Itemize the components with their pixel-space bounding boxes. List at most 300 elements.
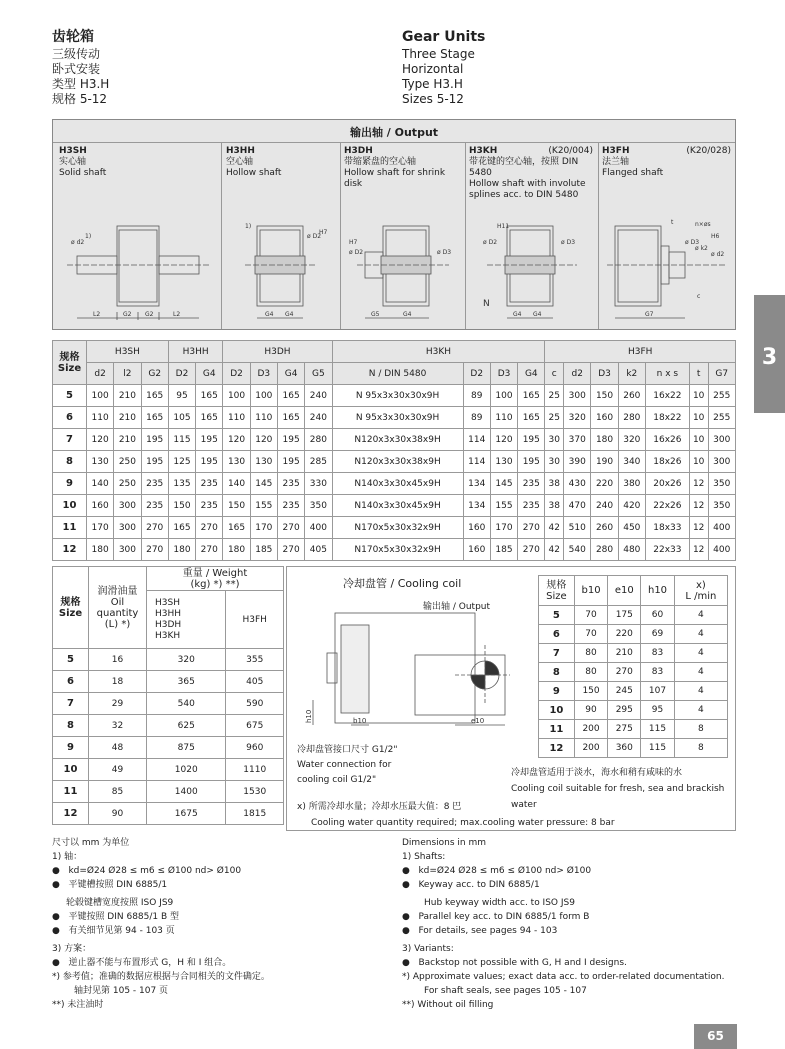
column-header: G4 [277, 363, 304, 385]
table-cell: 16 [89, 649, 147, 671]
table-row [53, 803, 284, 825]
table-row [53, 407, 736, 429]
table-cell: 12 [689, 539, 708, 561]
title-zh: 齿轮箱 [52, 29, 94, 45]
note-bullet: ● 有关细节见第 94 - 103 页 [52, 926, 175, 936]
table-cell: 195 [196, 429, 223, 451]
note-heading: 1) Shafts: [402, 852, 446, 862]
column-header: e10 [608, 576, 641, 606]
dim-label: N [483, 299, 490, 309]
table-cell: 115 [168, 429, 195, 451]
table-cell: 190 [591, 451, 618, 473]
dim-label: G4 [265, 311, 274, 318]
table-cell: 1400 [147, 781, 226, 803]
table-row [53, 693, 284, 715]
table-cell: 470 [564, 495, 591, 517]
table-cell: 32 [89, 715, 147, 737]
dim-label: h10 [305, 709, 313, 723]
table-cell: 250 [114, 473, 141, 495]
table-cell: 8 [674, 739, 727, 758]
type-code: H3FH [602, 146, 630, 156]
table-cell: N170x5x30x32x9H [332, 517, 463, 539]
note-line: x) 所需冷却水量；冷却水压最大值：8 巴 [297, 802, 462, 812]
table-cell: 430 [564, 473, 591, 495]
dim-label: H6 [711, 233, 720, 240]
table-cell: 30 [545, 429, 564, 451]
drawing-splined-shaft [467, 208, 597, 326]
column-header: D2 [223, 363, 250, 385]
table-cell: 210 [608, 644, 641, 663]
table-cell: 134 [463, 495, 490, 517]
table-row [539, 663, 728, 682]
header-en [402, 28, 485, 107]
table-cell: 180 [87, 539, 114, 561]
size-cell: 7 [53, 693, 89, 715]
column-header: d2 [87, 363, 114, 385]
table-cell: 195 [141, 451, 168, 473]
table-cell: 295 [608, 701, 641, 720]
table-cell: 320 [564, 407, 591, 429]
table-cell: 160 [87, 495, 114, 517]
table-cell: 510 [564, 517, 591, 539]
page-number: 65 [694, 1024, 737, 1049]
table-cell: 360 [608, 739, 641, 758]
type-code: H3HH [226, 146, 255, 156]
dim-label: ø D3 [437, 249, 452, 256]
note-line: 轴封见第 105 - 107 页 [74, 986, 169, 996]
weight-table [52, 566, 284, 825]
note-line: *) 参考值；准确的数据应根据与合同相关的文件确定。 [52, 972, 270, 982]
note-line: 冷却盘管接口尺寸 G1/2" [297, 745, 398, 755]
subtitle-line: 规格 5-12 [52, 92, 108, 106]
table-cell: 38 [545, 495, 564, 517]
dim-label: c [697, 293, 701, 300]
table-cell: 350 [305, 495, 332, 517]
dim-label: G4 [513, 311, 522, 318]
table-cell: N120x3x30x38x9H [332, 451, 463, 473]
group-header: H3HH [168, 341, 223, 363]
type-code: H3SH [59, 146, 87, 156]
column-header: D2 [168, 363, 195, 385]
table-cell: 16x22 [645, 385, 689, 407]
table-cell: 260 [591, 517, 618, 539]
table-cell: 134 [463, 473, 490, 495]
column-header: n x s [645, 363, 689, 385]
type-ref: (K20/028) [686, 146, 731, 156]
table-cell: 70 [574, 606, 607, 625]
type-zh: 实心轴 [59, 157, 87, 167]
table-cell: 255 [708, 407, 735, 429]
column-header: D2 [463, 363, 490, 385]
table-cell: 125 [168, 451, 195, 473]
table-cell: 20x26 [645, 473, 689, 495]
note-heading: 3) Variants: [402, 944, 454, 954]
note-line: Cooling coil suitable for fresh, sea and brackish water [511, 784, 725, 810]
table-cell: 280 [591, 539, 618, 561]
table-cell: 69 [641, 625, 674, 644]
dim-label: L2 [173, 311, 181, 318]
size-cell: 9 [53, 473, 87, 495]
table-cell: N140x3x30x45x9H [332, 495, 463, 517]
table-cell: 165 [141, 385, 168, 407]
table-cell: 235 [141, 473, 168, 495]
note-heading: 3) 方案： [52, 944, 92, 954]
size-cell: 10 [539, 701, 575, 720]
size-cell: 11 [53, 517, 87, 539]
note-line: **) Without oil filling [402, 1000, 494, 1010]
table-cell: 10 [689, 385, 708, 407]
table-cell: 180 [223, 539, 250, 561]
column-header: N / DIN 5480 [332, 363, 463, 385]
table-cell: 365 [147, 671, 226, 693]
dim-label: 1) [245, 223, 252, 230]
table-cell: 180 [168, 539, 195, 561]
table-row [53, 385, 736, 407]
table-cell: 875 [147, 737, 226, 759]
table-cell: 60 [641, 606, 674, 625]
table-cell: 16x26 [645, 429, 689, 451]
column-header: G5 [305, 363, 332, 385]
table-cell: 4 [674, 606, 727, 625]
table-cell: 175 [608, 606, 641, 625]
table-cell: 240 [305, 385, 332, 407]
table-cell: 245 [608, 682, 641, 701]
table-row [53, 737, 284, 759]
dim-label: ø D2 [349, 249, 364, 256]
table-cell: 300 [708, 451, 735, 473]
table-cell: 10 [689, 429, 708, 451]
table-row [53, 671, 284, 693]
output-panel [52, 119, 736, 330]
dim-label: t [671, 219, 674, 226]
table-cell: 165 [277, 407, 304, 429]
table-cell: 4 [674, 701, 727, 720]
size-header: 规格 Size [53, 341, 87, 385]
table-cell: 350 [708, 495, 735, 517]
table-row [539, 625, 728, 644]
table-cell: 540 [564, 539, 591, 561]
header-zh [52, 28, 109, 107]
subtitle-line: 类型 H3.H [52, 77, 110, 91]
size-cell: 6 [539, 625, 575, 644]
note-bullet: ● Backstop not possible with G, H and I designs. [402, 958, 627, 968]
table-cell: 235 [518, 473, 545, 495]
column-header: D3 [490, 363, 517, 385]
table-cell: 150 [591, 385, 618, 407]
table-cell: 185 [250, 539, 277, 561]
table-cell: 280 [618, 407, 645, 429]
note-line: *) Approximate values; exact data acc. to order-related documentation. [402, 972, 725, 982]
dim-label: G7 [645, 311, 654, 318]
table-cell: 83 [641, 644, 674, 663]
dim-label: H7 [349, 239, 358, 246]
note-bullet: ● Parallel key acc. to DIN 6885/1 form B [402, 912, 590, 922]
table-row [53, 715, 284, 737]
group-header: H3KH [332, 341, 545, 363]
table-cell: 400 [708, 517, 735, 539]
drawing-hollow-shaft [225, 208, 337, 326]
table-cell: 220 [608, 625, 641, 644]
note-line: 轮毂键槽宽度按照 ISO JS9 [66, 898, 174, 908]
drawing-flanged-shaft [601, 208, 735, 326]
table-cell: 145 [490, 473, 517, 495]
type-code: H3KH [469, 146, 498, 156]
type-en: Hollow shaft for shrink disk [344, 168, 446, 189]
table-cell: 405 [305, 539, 332, 561]
table-cell: 195 [141, 429, 168, 451]
table-cell: 140 [87, 473, 114, 495]
table-cell: 90 [574, 701, 607, 720]
table-cell: 155 [250, 495, 277, 517]
table-cell: N 95x3x30x30x9H [332, 407, 463, 429]
table-cell: 450 [618, 517, 645, 539]
table-cell: 270 [141, 539, 168, 561]
dim-label: e10 [471, 717, 485, 725]
note-line: **) 未注油时 [52, 1000, 104, 1010]
subtitle-line: Type H3.H [402, 77, 463, 91]
table-cell: 83 [641, 663, 674, 682]
table-cell: 280 [305, 429, 332, 451]
table-cell: 300 [564, 385, 591, 407]
table-cell: N120x3x30x38x9H [332, 429, 463, 451]
table-cell: 89 [463, 385, 490, 407]
size-cell: 11 [53, 781, 89, 803]
notes-zh [52, 836, 270, 1012]
table-cell: 120 [490, 429, 517, 451]
table-row [539, 701, 728, 720]
table-cell: 380 [618, 473, 645, 495]
table-cell: 235 [196, 473, 223, 495]
table-row [539, 606, 728, 625]
dim-label: ø k2 [695, 245, 708, 252]
note-bullet: ● kd=Ø24 Ø28 ≤ m6 ≤ Ø100 nd> Ø100 [52, 866, 242, 876]
table-cell: 165 [168, 517, 195, 539]
table-cell: 675 [226, 715, 284, 737]
table-cell: N 95x3x30x30x9H [332, 385, 463, 407]
table-cell: 38 [545, 473, 564, 495]
table-row [539, 682, 728, 701]
table-cell: 107 [641, 682, 674, 701]
table-cell: 180 [591, 429, 618, 451]
table-cell: 195 [277, 429, 304, 451]
note-line: cooling coil G1/2" [297, 775, 377, 785]
table-cell: 165 [196, 407, 223, 429]
column-header: d2 [564, 363, 591, 385]
note-line: Dimensions in mm [402, 838, 486, 848]
column-header: 规格 Size [539, 576, 575, 606]
table-cell: 95 [168, 385, 195, 407]
table-cell: 150 [574, 682, 607, 701]
table-cell: 195 [277, 451, 304, 473]
table-cell: 170 [490, 517, 517, 539]
subtitle-line: Sizes 5-12 [402, 92, 464, 106]
table-row [539, 644, 728, 663]
table-cell: 270 [277, 517, 304, 539]
table-cell: 18x22 [645, 407, 689, 429]
table-cell: 165 [141, 407, 168, 429]
table-cell: 960 [226, 737, 284, 759]
dim-label: ø D3 [685, 239, 700, 246]
size-cell: 9 [539, 682, 575, 701]
table-cell: 85 [89, 781, 147, 803]
table-cell: 285 [305, 451, 332, 473]
table-cell: 270 [518, 539, 545, 561]
table-cell: 165 [277, 385, 304, 407]
column-header: D3 [250, 363, 277, 385]
dim-label: G4 [403, 311, 412, 318]
table-cell: 170 [250, 517, 277, 539]
table-cell: 4 [674, 644, 727, 663]
table-cell: 270 [518, 517, 545, 539]
note-line: Hub keyway width acc. to ISO JS9 [424, 898, 575, 908]
group-header: H3DH [223, 341, 332, 363]
table-row [53, 781, 284, 803]
size-cell: 11 [539, 720, 575, 739]
dim-label: ø D3 [561, 239, 576, 246]
size-cell: 8 [53, 451, 87, 473]
table-cell: 240 [591, 495, 618, 517]
dim-label: ø D2 [307, 233, 322, 240]
table-cell: 42 [545, 539, 564, 561]
type-zh: 带缩紧盘的空心轴 [344, 157, 417, 167]
dim-label: G5 [371, 311, 380, 318]
table-cell: 29 [89, 693, 147, 715]
table-cell: 270 [141, 517, 168, 539]
table-cell: 195 [196, 451, 223, 473]
table-cell: 100 [87, 385, 114, 407]
table-cell: 235 [196, 495, 223, 517]
table-cell: 18x26 [645, 451, 689, 473]
table-cell: 130 [87, 451, 114, 473]
dim-label: 1) [85, 233, 92, 240]
table-cell: 49 [89, 759, 147, 781]
table-cell: 30 [545, 451, 564, 473]
table-cell: 270 [608, 663, 641, 682]
table-cell: 300 [114, 517, 141, 539]
type-code: H3DH [344, 146, 373, 156]
table-cell: 420 [618, 495, 645, 517]
table-cell: 625 [147, 715, 226, 737]
table-cell: 270 [277, 539, 304, 561]
table-cell: 270 [196, 517, 223, 539]
table-cell: 235 [518, 495, 545, 517]
table-cell: 195 [518, 429, 545, 451]
table-cell: 200 [574, 739, 607, 758]
size-cell: 12 [53, 539, 87, 561]
note-heading: 1) 轴： [52, 852, 83, 862]
table-cell: 10 [689, 407, 708, 429]
table-row [539, 739, 728, 758]
table-cell: 110 [223, 407, 250, 429]
dimension-table [52, 340, 736, 561]
table-cell: 165 [196, 385, 223, 407]
size-cell: 8 [53, 715, 89, 737]
table-cell: 235 [277, 473, 304, 495]
subtitle-line: 卧式安装 [52, 62, 101, 76]
table-cell: 185 [490, 539, 517, 561]
table-cell: 320 [147, 649, 226, 671]
table-cell: 250 [114, 451, 141, 473]
note-line: Water connection for [297, 760, 392, 770]
table-row [53, 649, 284, 671]
table-cell: 25 [545, 407, 564, 429]
table-cell: 340 [618, 451, 645, 473]
column-header: k2 [618, 363, 645, 385]
type-en: Flanged shaft [602, 168, 664, 178]
table-row [53, 539, 736, 561]
size-cell: 10 [53, 759, 89, 781]
table-cell: 300 [114, 539, 141, 561]
table-cell: 70 [574, 625, 607, 644]
table-cell: 130 [250, 451, 277, 473]
table-cell: 170 [87, 517, 114, 539]
size-cell: 6 [53, 671, 89, 693]
table-cell: 10 [689, 451, 708, 473]
dim-label: ø D2 [483, 239, 498, 246]
table-cell: 120 [87, 429, 114, 451]
note-bullet: ● 逆止器不能与布置形式 G，H 和 I 组合。 [52, 958, 232, 968]
table-cell: 100 [250, 385, 277, 407]
table-row [53, 451, 736, 473]
column-header: l2 [114, 363, 141, 385]
table-row [53, 473, 736, 495]
type-zh: 空心轴 [226, 157, 254, 167]
table-cell: 115 [641, 720, 674, 739]
table-cell: 220 [591, 473, 618, 495]
table-cell: 1110 [226, 759, 284, 781]
type-en: Hollow shaft [226, 168, 282, 178]
drawing-solid-shaft [57, 208, 217, 326]
table-cell: 120 [250, 429, 277, 451]
table-row [53, 517, 736, 539]
table-cell: 300 [114, 495, 141, 517]
table-cell: 140 [223, 473, 250, 495]
table-cell: 130 [490, 451, 517, 473]
type-zh: 带花键的空心轴，按照 DIN 5480 [469, 157, 579, 178]
dim-label: n×øs [695, 221, 711, 228]
table-cell: 300 [708, 429, 735, 451]
table-cell: 120 [223, 429, 250, 451]
column-header: G4 [518, 363, 545, 385]
cooling-footnote [297, 799, 615, 831]
subtitle-line: 三级传动 [52, 47, 101, 61]
table-cell: 12 [689, 517, 708, 539]
note-bullet: ● For details, see pages 94 - 103 [402, 926, 558, 936]
notes-en [402, 836, 725, 1012]
table-cell: 110 [87, 407, 114, 429]
table-cell: 18 [89, 671, 147, 693]
table-cell: N170x5x30x32x9H [332, 539, 463, 561]
column-header: b10 [574, 576, 607, 606]
table-cell: 350 [708, 473, 735, 495]
table-cell: 405 [226, 671, 284, 693]
table-cell: 89 [463, 407, 490, 429]
col-h3dh [344, 146, 466, 190]
table-cell: 18x33 [645, 517, 689, 539]
dim-label: G2 [123, 311, 132, 318]
group-header: H3SH [87, 341, 169, 363]
table-cell: 1530 [226, 781, 284, 803]
table-cell: 48 [89, 737, 147, 759]
table-cell: 275 [608, 720, 641, 739]
table-cell: 22x26 [645, 495, 689, 517]
table-cell: 150 [223, 495, 250, 517]
note-line: For shaft seals, see pages 105 - 107 [424, 986, 587, 996]
table-cell: 42 [545, 517, 564, 539]
table-cell: 165 [223, 517, 250, 539]
size-cell: 6 [53, 407, 87, 429]
table-row [53, 429, 736, 451]
